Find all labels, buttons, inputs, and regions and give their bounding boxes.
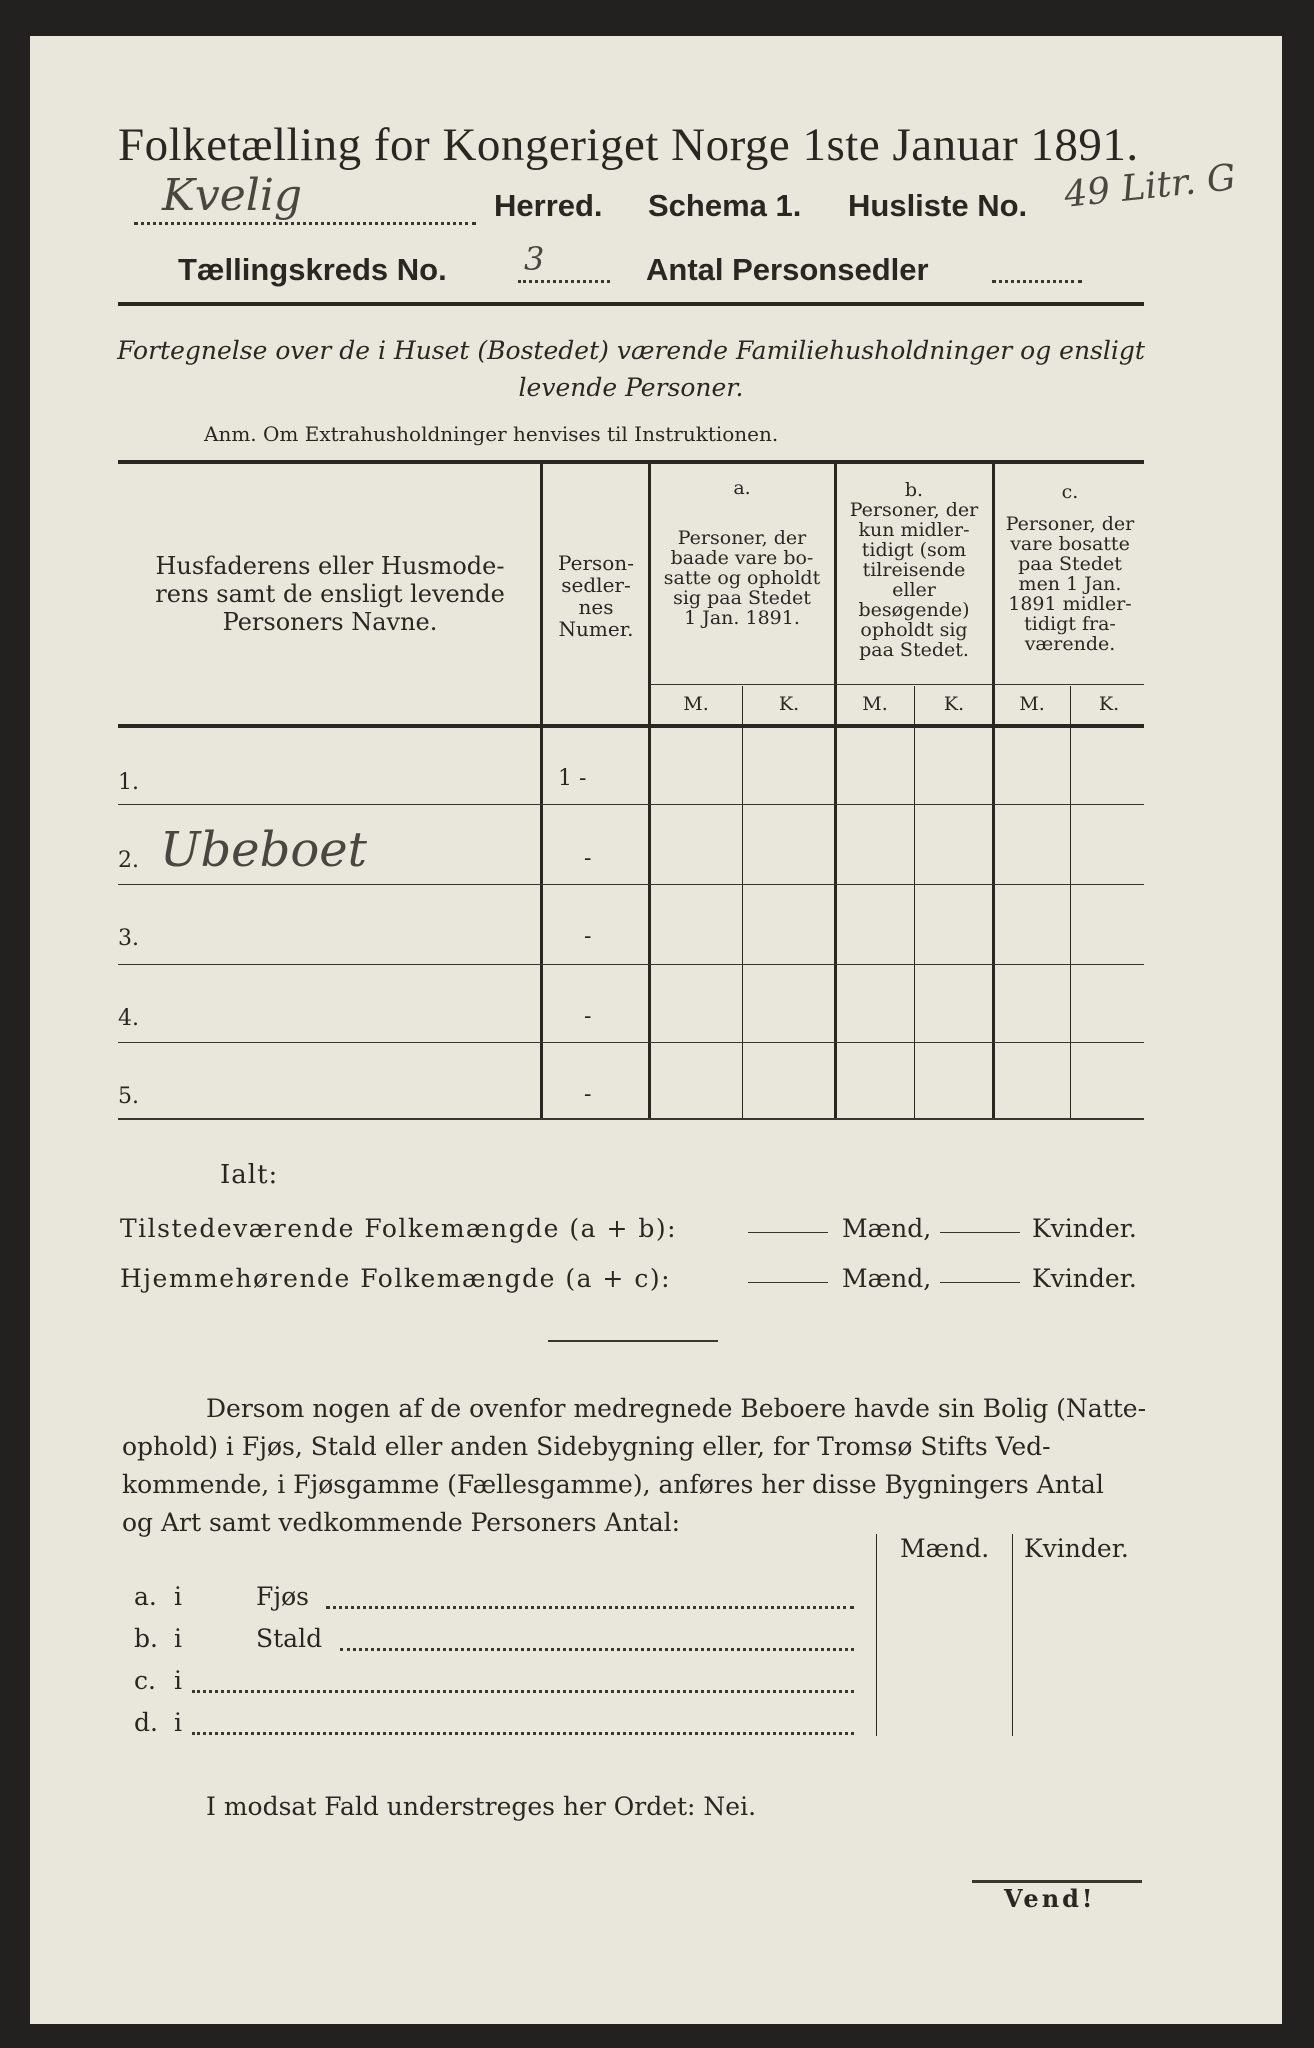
row-2-rule xyxy=(118,884,1144,885)
col-divider-a-mk xyxy=(742,686,743,1118)
vend-rule xyxy=(972,1880,1142,1883)
hjemme-kvinder: Kvinder. xyxy=(1032,1264,1137,1293)
tilstede-kvinder-blank xyxy=(940,1232,1020,1233)
col-header-c: Personer, der vare bosatte paa Stedet men 1 Jan. 1891 midler- tidigt fra- værende. xyxy=(1005,513,1135,655)
hjemme-kvinder-blank xyxy=(940,1282,1020,1283)
row-5-numer: - xyxy=(584,1082,592,1107)
row-1-rule xyxy=(118,804,1144,805)
row-2-name: Ubeboet xyxy=(160,822,367,878)
col-header-a: Personer, der baade vare bo- satte og opholdt sig paa Stedet 1 Jan. 1891. xyxy=(663,527,821,629)
hjemme-maend-blank xyxy=(748,1282,828,1283)
col-divider-numer xyxy=(648,462,651,1118)
para-line-3: kommende, i Fjøsgamme (Fællesgamme), anføres her disse Bygningers Antal xyxy=(122,1470,1104,1499)
item-b-row: b. i Stald xyxy=(134,1624,864,1654)
antal-label: Antal Personsedler xyxy=(646,252,929,287)
row-4-rule xyxy=(118,1042,1144,1043)
table-top-rule xyxy=(118,460,1144,464)
form-title: Folketælling for Kongeriget Norge 1ste Januar 1891. xyxy=(118,119,1139,171)
item-a-row: a. i Fjøs xyxy=(134,1582,864,1612)
row-5-number: 5. xyxy=(118,1084,139,1109)
table-bottom-rule xyxy=(118,1118,1144,1120)
c-k-label: K. xyxy=(1098,693,1120,715)
col-header-c-letter: c. xyxy=(1061,481,1079,503)
col-header-b-letter: b. xyxy=(904,479,924,501)
a-k-label: K. xyxy=(778,693,800,715)
tilstede-kvinder: Kvinder. xyxy=(1032,1214,1137,1243)
item-c-row: c. i xyxy=(134,1666,864,1696)
a-m-label: M. xyxy=(683,693,709,715)
tilstede-maend: Mænd, xyxy=(842,1214,932,1243)
intro-line-2: levende Personer. xyxy=(518,373,744,402)
b-m-label: M. xyxy=(862,693,888,715)
herred-label: Herred. xyxy=(494,188,603,223)
vend-label: Vend! xyxy=(1004,1884,1096,1913)
antal-dotted-line xyxy=(992,280,1082,283)
col-header-a-letter: a. xyxy=(733,477,751,499)
herred-dotted-line xyxy=(134,222,476,225)
ialt-label: Ialt: xyxy=(220,1160,279,1190)
col-divider-name xyxy=(540,462,543,1118)
item-d-row: d. i xyxy=(134,1708,864,1738)
intro-text xyxy=(100,332,1162,406)
col-divider-a xyxy=(834,462,837,1118)
bottom-col-divider-1 xyxy=(876,1534,877,1736)
b-k-label: K. xyxy=(943,693,965,715)
mk-header-rule xyxy=(650,684,1144,685)
intro-line-1: Fortegnelse over de i Huset (Bostedet) værende Familiehusholdninger og ensligt xyxy=(117,336,1145,365)
row-1-number: 1. xyxy=(118,770,139,795)
schema-label: Schema 1. xyxy=(648,188,802,223)
hjemme-maend: Mænd, xyxy=(842,1264,932,1293)
col-divider-b xyxy=(992,462,995,1118)
sidebygning-paragraph xyxy=(122,1390,1152,1542)
kreds-handwritten: 3 xyxy=(524,240,545,278)
tilstede-maend-blank xyxy=(748,1232,828,1233)
row-3-numer: - xyxy=(584,924,592,949)
bottom-maend-header: Mænd. xyxy=(900,1534,990,1563)
row-3-number: 3. xyxy=(118,926,139,951)
modsat-note: I modsat Fald understreges her Ordet: Nei. xyxy=(206,1792,757,1821)
col-header-b: Personer, der kun midler- tidigt (som tilreisende eller besøgende) opholdt sig paa Stedet. xyxy=(849,499,979,661)
row-2-numer: - xyxy=(584,846,592,871)
tilstede-label: Tilstedeværende Folkemængde (a + b): xyxy=(120,1214,678,1243)
para-line-2: ophold) i Fjøs, Stald eller anden Sidebygning eller, for Tromsø Stifts Ved- xyxy=(122,1432,1051,1461)
bottom-kvinder-header: Kvinder. xyxy=(1024,1534,1129,1563)
bottom-col-divider-2 xyxy=(1012,1534,1013,1736)
col-header-name: Husfaderens eller Husmode- rens samt de ensligt levende Personers Navne. xyxy=(155,552,505,636)
para-line-1: Dersom nogen af de ovenfor medregnede Beboere havde sin Bolig (Natte- xyxy=(206,1394,1147,1423)
col-divider-b-mk xyxy=(914,686,915,1118)
kreds-dotted-line xyxy=(518,280,610,283)
table-header-bottom-rule xyxy=(118,724,1144,728)
col-divider-c-mk xyxy=(1070,686,1071,1118)
kreds-label: Tællingskreds No. xyxy=(178,252,447,287)
hjemme-label: Hjemmehørende Folkemængde (a + c): xyxy=(120,1264,671,1293)
anm-note: Anm. Om Extrahusholdninger henvises til Instruktionen. xyxy=(204,422,779,446)
row-4-number: 4. xyxy=(118,1006,139,1031)
para-line-4: og Art samt vedkommende Personers Antal: xyxy=(122,1508,681,1537)
husliste-handwritten: 49 Litr. G xyxy=(1062,157,1238,216)
herred-handwritten: Kvelig xyxy=(162,170,303,221)
c-m-label: M. xyxy=(1019,693,1045,715)
header-rule xyxy=(118,302,1144,306)
row-1-numer: 1 - xyxy=(558,766,587,791)
row-3-rule xyxy=(118,964,1144,965)
col-header-numer: Person- sedler- nes Numer. xyxy=(558,551,634,641)
section-divider xyxy=(548,1340,718,1342)
husliste-label: Husliste No. xyxy=(848,188,1028,223)
row-4-numer: - xyxy=(584,1004,592,1029)
row-2-number: 2. xyxy=(118,848,139,873)
